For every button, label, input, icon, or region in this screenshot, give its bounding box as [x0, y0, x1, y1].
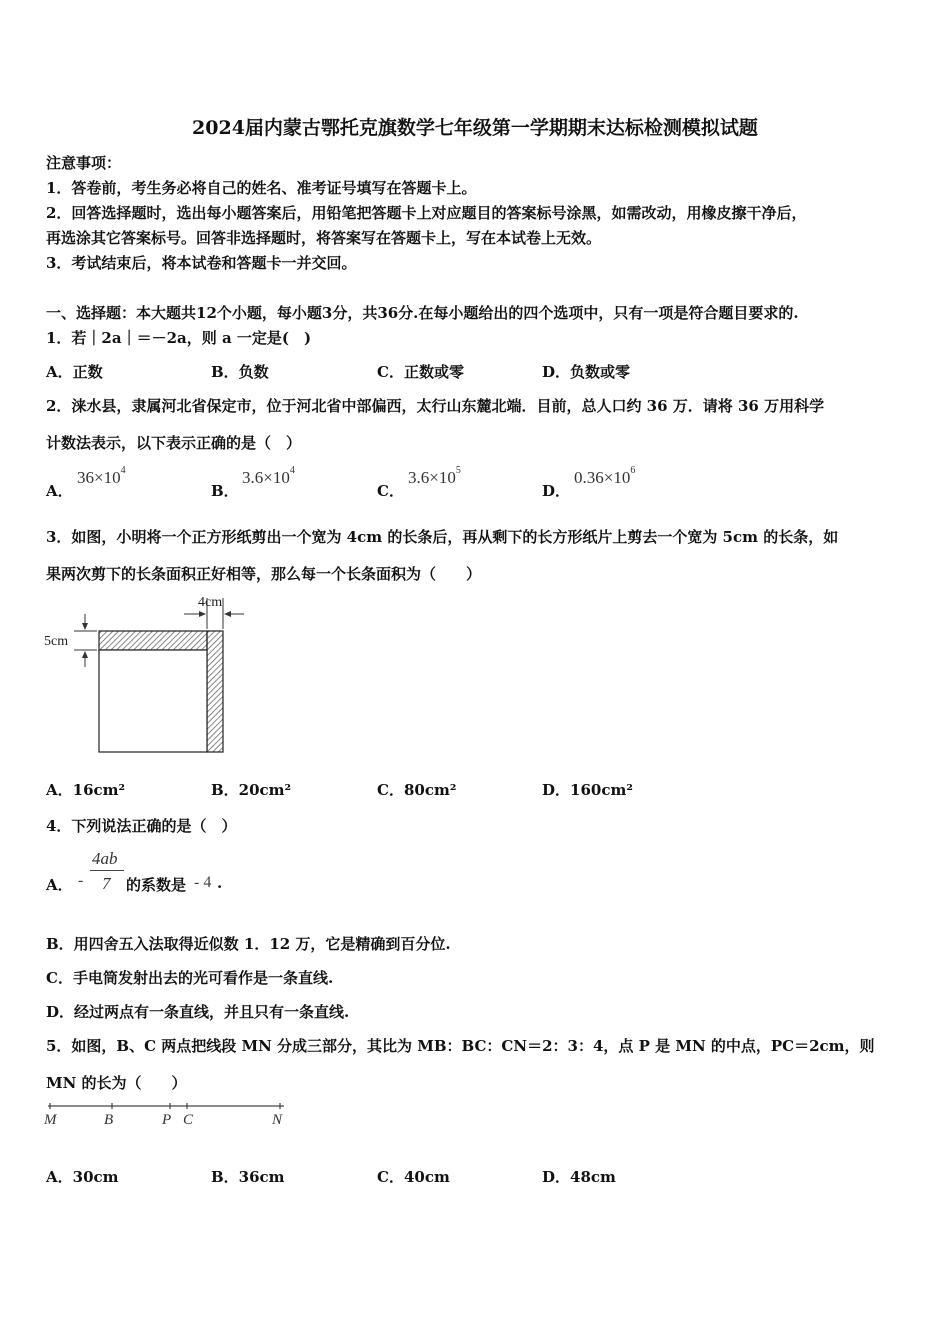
q3-arrowhead-top-right — [224, 611, 231, 617]
q4-option-c: C．手电筒发射出去的光可看作是一条直线. — [46, 969, 334, 987]
q2-option-d-value: $0.36\times 10^6$ — [574, 465, 636, 487]
q4-option-b: B．用四舍五入法取得近似数 1．12 万，它是精确到百分位. — [46, 935, 451, 953]
q5-label-p: P — [162, 1112, 172, 1128]
q3-option-a: A．16cm² — [46, 781, 126, 799]
q3-option-b: B．20cm² — [211, 781, 292, 799]
q3-option-d: D．160cm² — [542, 781, 633, 799]
q2-option-b-label: B． — [211, 482, 239, 500]
q4-option-a-label: A． — [46, 876, 73, 894]
q5-option-c: C．40cm — [377, 1168, 450, 1186]
q1-option-b: B．负数 — [211, 363, 269, 381]
q3-arrowhead-left-bottom — [82, 651, 88, 658]
q3-stem-line1: 3．如图，小明将一个正方形纸剪出一个宽为 4cm 的长条后，再从剩下的长方形纸片上剪去一个宽为 5cm 的长条，如 — [46, 528, 839, 546]
q4-fraction-bar — [90, 870, 124, 871]
q4-option-a-end: . — [217, 874, 223, 892]
q5-stem-line1: 5．如图，B、C 两点把线段 MN 分成三部分，其比为 MB：BC：CN＝2：3：4，点 P 是 MN 的中点，PC＝2cm，则 — [46, 1037, 875, 1055]
q2-option-c-value: $3.6\times 10^5$ — [408, 465, 461, 487]
q2-stem-line1: 2．涞水县，隶属河北省保定市，位于河北省中部偏西，太行山东麓北端．目前，总人口约 36 万．请将 36 万用科学 — [46, 397, 825, 415]
q5-option-d: D．48cm — [542, 1168, 616, 1186]
q5-option-a: A．30cm — [46, 1168, 119, 1186]
q2-option-d-label: D． — [542, 482, 571, 500]
page-title: 2024届内蒙古鄂托克旗数学七年级第一学期期末达标检测模拟试题 — [192, 117, 758, 139]
q1-option-c: C．正数或零 — [377, 363, 464, 381]
q5-segment-figure — [42, 1100, 292, 1132]
q2-option-a-value: $36\times 10^4$ — [77, 465, 126, 487]
q4-option-a-value: - 4 — [194, 874, 212, 891]
q4-fraction-minus: - — [78, 872, 84, 889]
q4-fraction-numerator: 4ab — [92, 849, 118, 868]
q1-stem: 1．若｜2a｜＝－2a，则 a 一定是( ) — [46, 329, 312, 347]
q5-label-n: N — [272, 1112, 283, 1128]
q1-option-a: A．正数 — [46, 363, 103, 381]
notice-heading: 注意事项： — [46, 154, 122, 172]
q3-arrowhead-left-top — [82, 623, 88, 630]
notice-item-1: 1．答卷前，考生务必将自己的姓名、准考证号填写在答题卡上。 — [46, 179, 477, 197]
q3-stem-line2: 果两次剪下的长条面积正好相等，那么每一个长条面积为（ ） — [46, 565, 482, 583]
q3-figure — [44, 592, 254, 760]
q4-option-a-text: 的系数是 — [126, 876, 187, 894]
q2-option-a-label: A． — [46, 482, 73, 500]
q5-option-b: B．36cm — [211, 1168, 285, 1186]
q2-option-b-value: $3.6\times 10^4$ — [242, 465, 295, 487]
q3-arrowhead-top-left — [199, 611, 206, 617]
q5-label-m: M — [44, 1112, 57, 1128]
q5-stem-line2: MN 的长为（ ） — [46, 1074, 187, 1092]
q5-label-b: B — [104, 1112, 114, 1128]
q5-label-c: C — [183, 1112, 194, 1128]
notice-item-2-cont: 再选涂其它答案标号。回答非选择题时，将答案写在答题卡上，写在本试卷上无效。 — [46, 229, 602, 247]
q4-fraction-denominator: 7 — [102, 874, 111, 893]
q1-option-d: D．负数或零 — [542, 363, 631, 381]
notice-item-3: 3．考试结束后，将本试卷和答题卡一并交回。 — [46, 254, 357, 272]
notice-item-2: 2．回答选择题时，选出每小题答案后，用铅笔把答题卡上对应题目的答案标号涂黑，如需改动，用橡皮擦干净后， — [46, 204, 807, 222]
q3-right-strip — [207, 631, 223, 752]
q3-option-c: C．80cm² — [377, 781, 457, 799]
q3-label-5cm: 5cm — [44, 634, 69, 649]
q3-remaining-square — [99, 650, 207, 752]
q3-top-strip — [99, 631, 207, 650]
q4-option-d: D．经过两点有一条直线，并且只有一条直线. — [46, 1003, 350, 1021]
q2-option-c-label: C． — [377, 482, 404, 500]
q4-stem: 4．下列说法正确的是（ ） — [46, 817, 237, 835]
q3-label-4cm: 4cm — [198, 595, 223, 610]
section-heading: 一、选择题：本大题共12个小题，每小题3分，共36分.在每小题给出的四个选项中，只有一项是符合题目要求的. — [46, 304, 799, 322]
q2-stem-line2: 计数法表示，以下表示正确的是（ ） — [46, 434, 302, 452]
